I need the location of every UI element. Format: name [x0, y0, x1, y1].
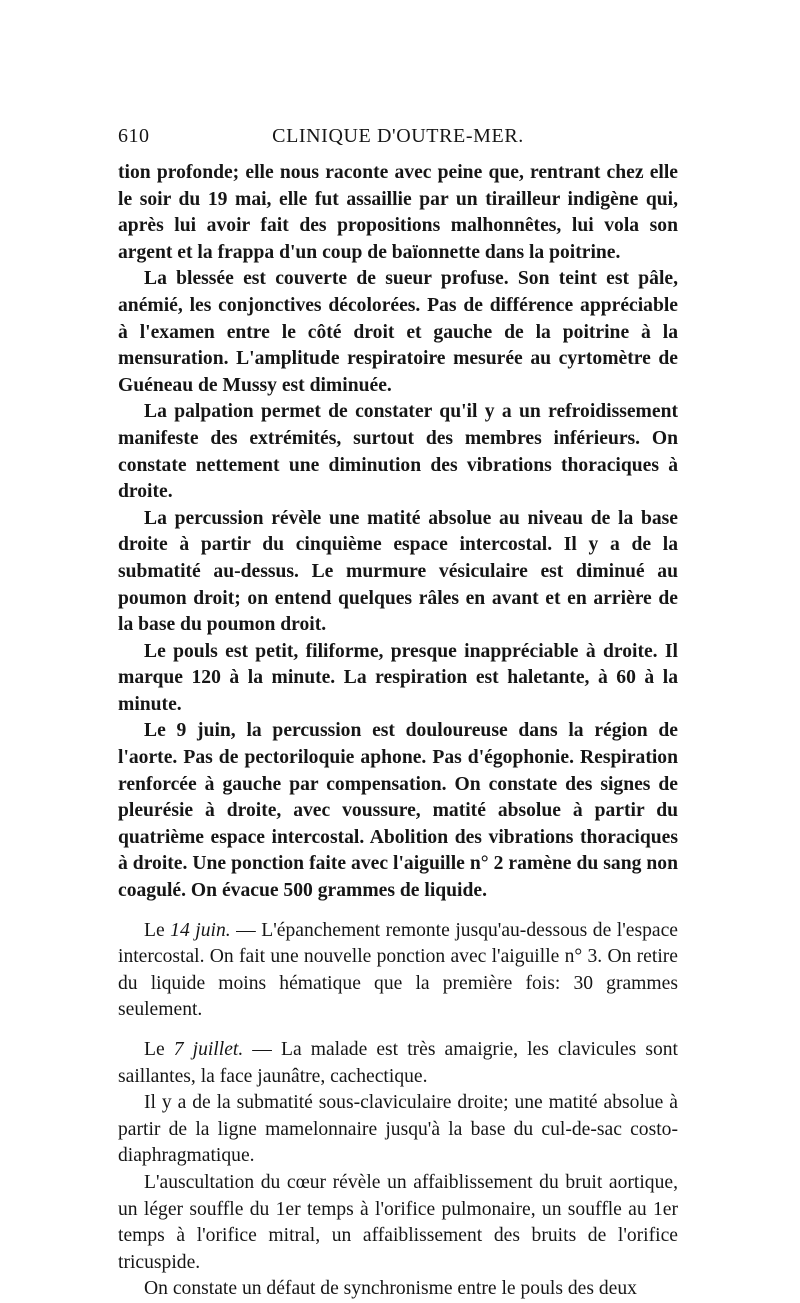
paragraph: tion profonde; elle nous raconte avec peine que, rentrant chez elle le soir du 19 mai, elle fut assaillie par un tirailleur indigène qui, après lui avoir fait des propositions malhonnêtes, lui vola son argent et la frappa d'un coup de baïonnette dans la poitrine. — [118, 162, 678, 263]
entry-date: 14 juin. — [170, 919, 231, 941]
paragraph: Le 9 juin, la percussion est douloureuse dans la région de l'aorte. Pas de pectoriloquie aphone. Pas d'égophonie. Respiration renforcée à gauche par compensation. On constate des signes de pleurésie à droite, avec voussure, matité absolue à partir du quatrième espace intercostal. Abolition des vibrations thoraciques à droite. Une ponction faite avec l'aiguille n° 2 ramène du sang non coagulé. On évacue 500 grammes de liquide. — [118, 720, 678, 902]
paragraph-lead: Le — [144, 919, 171, 941]
paragraph — [118, 918, 678, 1024]
paragraph: L'auscultation du cœur révèle un affaiblissement du bruit aortique, un léger souffle du 1er temps à l'orifice pulmonaire, un souffle au 1er temps à l'orifice mitral, un affaiblissement des bruits de l'orifice tricuspide. — [118, 1171, 678, 1273]
paragraph-lead: Le — [144, 1039, 174, 1060]
paragraph: La blessée est couverte de sueur profuse. Son teint est pâle, anémié, les conjonctives décolorées. Pas de différence appréciable à l'examen entre le côté droit et gauche de la poitrine à la mensuration. L'amplitude respiratoire mesurée au cyrtomètre de Guéneau de Mussy est diminuée. — [118, 268, 678, 396]
paragraph: Le pouls est petit, filiforme, presque inappréciable à droite. Il marque 120 à la minute. La respiration est haletante, à 60 à la minute. — [118, 640, 678, 715]
paragraph: La percussion révèle une matité absolue au niveau de la base droite à partir du cinquième espace intercostal. Il y a de la submatité au-dessus. Le murmure vésiculaire est diminué au poumon droit; on entend quelques râles en avant et en arrière de la base du poumon droit. — [118, 507, 678, 636]
running-title: CLINIQUE D'OUTRE-MER. — [272, 125, 524, 147]
entry-date: 7 juillet. — [173, 1039, 244, 1060]
text-body — [118, 160, 678, 1303]
paragraph-text: — La malade est très amaigrie, les clavicules sont saillantes, la face jaunâtre, cachectique. — [118, 1039, 678, 1087]
page-number: 610 — [118, 125, 150, 147]
paragraph-text: — L'épanchement remonte jusqu'au-dessous de l'espace intercostal. On fait une nouvelle ponction avec l'aiguille n° 3. On retire du liquide moins hématique que la première fois: 30 grammes seulement. — [118, 919, 678, 1021]
paragraph: On constate un défaut de synchronisme entre le pouls des deux — [144, 1278, 637, 1300]
paragraph: Il y a de la submatité sous-claviculaire droite; une matité absolue à partir de la ligne mamelonnaire jusqu'à la base du cul-de-sac costo-diaphragmatique. — [118, 1092, 678, 1167]
paragraph — [118, 1037, 678, 1090]
paragraph: La palpation permet de constater qu'il y a un refroidissement manifeste des extrémités, surtout des membres inférieurs. On constate nettement une diminution des vibrations thoraciques à droite. — [118, 401, 678, 503]
page-header — [118, 125, 678, 157]
